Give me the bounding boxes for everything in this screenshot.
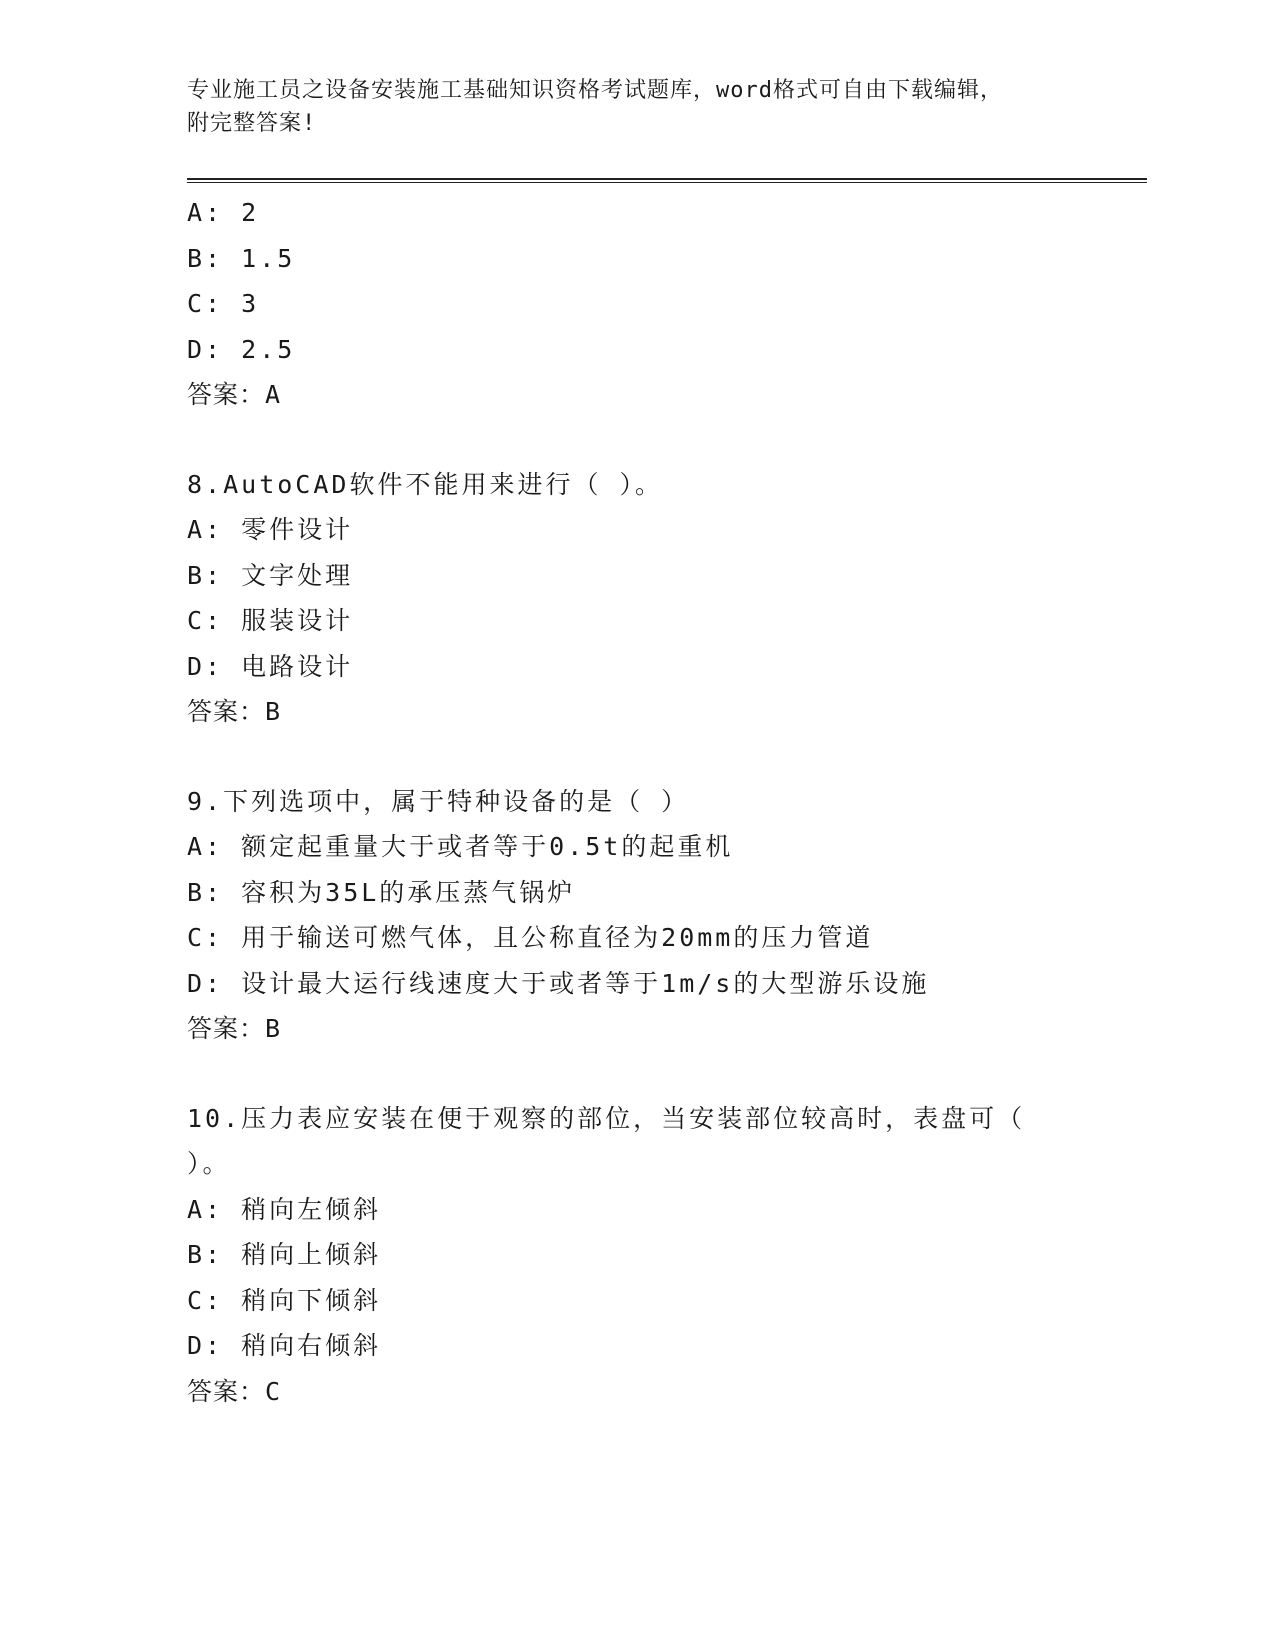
question-8-option-a: A: 零件设计 (187, 515, 354, 544)
question-10-option-a: A: 稍向左倾斜 (187, 1194, 382, 1224)
question-8-answer: 答案：B (187, 697, 282, 726)
question-7-option-b: B: 1.5 (187, 243, 296, 273)
question-10-option-c: C: 稍向下倾斜 (187, 1285, 382, 1315)
question-9-answer: 答案：B (187, 1014, 282, 1043)
question-list (187, 190, 1147, 1414)
question-8-option-b: B: 文字处理 (187, 560, 354, 590)
document-header (187, 74, 1067, 140)
question-7-option-d: D: 2.5 (187, 334, 296, 364)
question-7-option-c: C: 3 (187, 289, 260, 318)
question-10-answer: 答案：C (187, 1376, 282, 1406)
question-10-option-d: D: 稍向右倾斜 (187, 1331, 382, 1360)
question-9-option-b: B: 容积为35L的承压蒸气锅炉 (187, 877, 576, 907)
header-divider (187, 178, 1147, 183)
header-line-1: 专业施工员之设备安装施工基础知识资格考试题库，word格式可自由下载编辑， (187, 78, 1003, 103)
question-8-option-c: C: 服装设计 (187, 606, 354, 635)
question-10-option-b: B: 稍向上倾斜 (187, 1240, 382, 1269)
question-7-block (187, 190, 1147, 418)
question-9-option-a: A: 额定起重量大于或者等于0.5t的起重机 (187, 832, 734, 861)
spacer (187, 1052, 1147, 1096)
question-9-option-d: D: 设计最大运行线速度大于或者等于1m/s的大型游乐设施 (187, 968, 930, 998)
question-8-option-d: D: 电路设计 (187, 651, 354, 681)
question-8-block (187, 462, 1147, 735)
question-7-option-a: A: 2 (187, 198, 260, 227)
question-9-option-c: C: 用于输送可燃气体，且公称直径为20mm的压力管道 (187, 923, 874, 952)
spacer (187, 418, 1147, 462)
question-9-stem: 9.下列选项中，属于特种设备的是（ ） (187, 786, 690, 816)
question-10-stem-line-1: 10.压力表应安装在便于观察的部位，当安装部位较高时，表盘可（ (187, 1103, 1026, 1133)
question-10-block (187, 1096, 1147, 1415)
header-line-2: 附完整答案! (187, 111, 317, 136)
spacer (187, 735, 1147, 779)
question-8-stem: 8.AutoCAD软件不能用来进行（ ）。 (187, 469, 664, 499)
question-10-stem-line-2: ）。 (187, 1149, 231, 1178)
question-9-block (187, 779, 1147, 1052)
question-7-answer: 答案：A (187, 380, 282, 409)
